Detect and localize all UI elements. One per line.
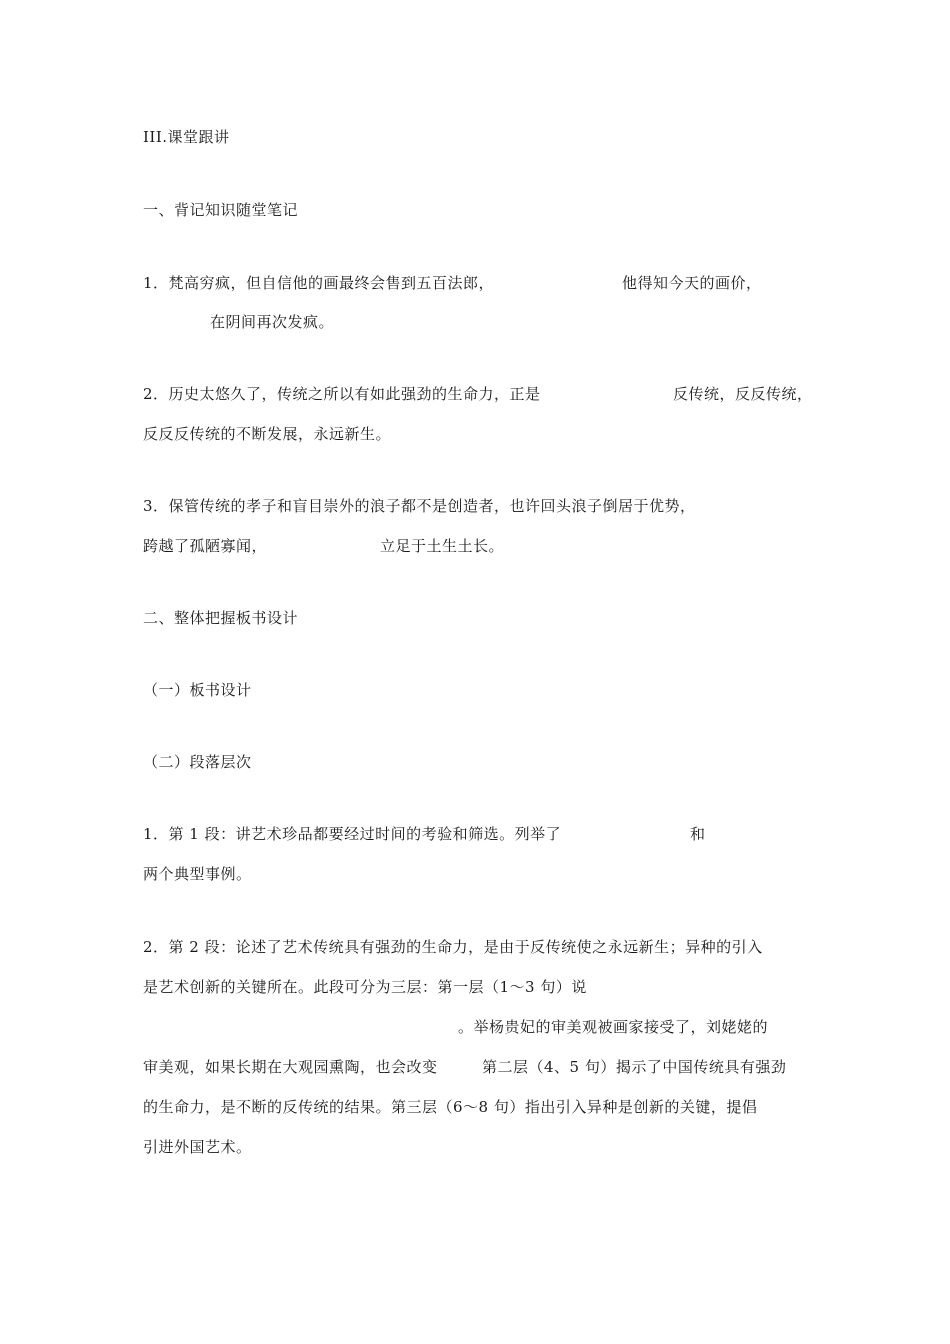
- subheading-paragraph-levels: （二）段落层次: [143, 753, 252, 771]
- note-3-text-a: 3．保管传统的孝子和盲目崇外的浪子都不是创造者，也许回头浪子倒居于优势，: [143, 497, 696, 515]
- paragraph-2-line-2: 是艺术创新的关键所在。此段可分为三层：第一层（1～3 句）说: [143, 978, 587, 996]
- section-title: III.课堂跟讲: [143, 128, 230, 146]
- paragraph-1-text-c: 两个典型事例。: [143, 865, 252, 883]
- paragraph-1-text-a: 1．第 1 段：讲艺术珍品都要经过时间的考验和筛选。列举了: [143, 825, 562, 843]
- note-3-text-c: 立足于土生土长。: [380, 537, 505, 555]
- paragraph-2-line-4a: 审美观，如果长期在大观园熏陶，也会改变: [143, 1058, 438, 1076]
- note-1-text-b: 他得知今天的画价，: [622, 274, 762, 292]
- note-2-text-b: 反传统，反反传统，: [673, 385, 813, 403]
- note-3-text-b: 跨越了孤陋寡闻，: [143, 537, 268, 555]
- paragraph-2-line-5: 的生命力，是不断的反传统的结果。第三层（6～8 句）指出引入异种是创新的关键，提倡: [143, 1098, 758, 1116]
- paragraph-2-line-3: 。举杨贵妃的审美观被画家接受了，刘姥姥的: [458, 1018, 769, 1036]
- note-1-text-c: 在阴间再次发疯。: [210, 313, 335, 331]
- heading-notes: 一、背记知识随堂笔记: [143, 201, 299, 219]
- paragraph-2-line-1: 2．第 2 段：论述了艺术传统具有强劲的生命力，是由于反传统使之永远新生；异种的引入: [143, 938, 763, 956]
- note-2-text-c: 反反反传统的不断发展，永远新生。: [143, 425, 392, 443]
- paragraph-1-text-b: 和: [690, 825, 706, 843]
- note-1-text-a: 1．梵高穷疯，但自信他的画最终会售到五百法郎，: [143, 274, 495, 292]
- subheading-board-design: （一）板书设计: [143, 681, 252, 699]
- note-2-text-a: 2．历史太悠久了，传统之所以有如此强劲的生命力，正是: [143, 385, 541, 403]
- paragraph-2-line-6: 引进外国艺术。: [143, 1138, 252, 1156]
- heading-overview: 二、整体把握板书设计: [143, 609, 299, 627]
- paragraph-2-line-4b: 第二层（4、5 句）揭示了中国传统具有强劲: [482, 1058, 787, 1076]
